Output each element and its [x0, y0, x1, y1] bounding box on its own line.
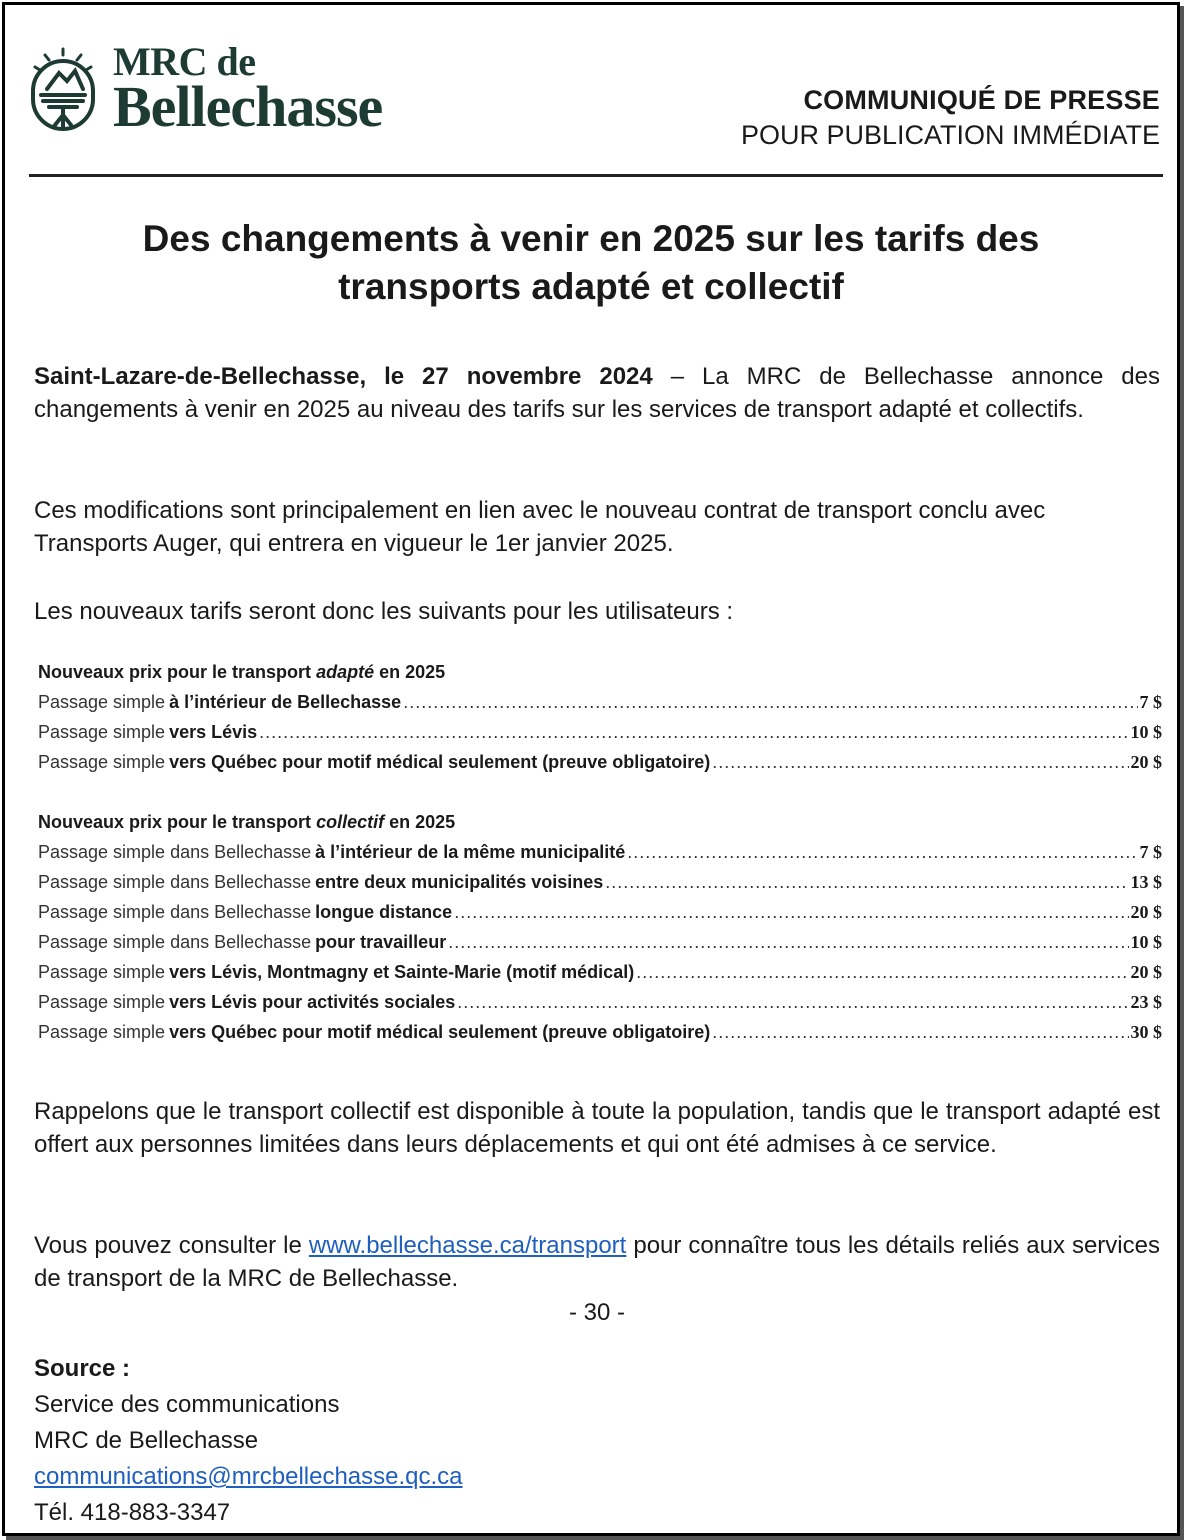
row-price: 30 $: [1130, 1022, 1162, 1042]
dateline: Saint-Lazare-de-Bellechasse, le 27 novembre 2024: [34, 363, 653, 390]
collective-row-1: [38, 842, 1162, 863]
tariffs-intro: Les nouveaux tarifs seront donc les suivants pour les utilisateurs :: [34, 598, 734, 625]
collective-row-6: [38, 992, 1162, 1013]
intro-text: – La MRC de Bellechasse annonce des changements à venir en 2025 au niveau des tarifs sur les services de transport adapté et collectifs.: [34, 363, 1161, 423]
row-price: 23 $: [1130, 992, 1162, 1012]
row-prefix: Passage simple dans Bellechasse: [38, 932, 312, 952]
row-price: 13 $: [1130, 872, 1162, 892]
row-destination: à l’intérieur de la même municipalité: [315, 842, 626, 862]
source-block: [34, 1351, 1160, 1531]
publication-label: POUR PUBLICATION IMMÉDIATE: [740, 120, 1160, 150]
row-destination: vers Lévis pour activités sociales: [169, 992, 456, 1012]
collective-section-title: Nouveaux prix pour le transport collectif en 2025: [38, 812, 456, 832]
collective-row-2: [38, 872, 1162, 893]
title-line-1: Des changements à venir en 2025 sur les tarifs des: [142, 218, 1040, 259]
intro-paragraph: [34, 360, 1160, 426]
row-prefix: Passage simple: [38, 752, 166, 772]
mrc-logo: [23, 41, 382, 137]
adapted-row-3: [38, 752, 1162, 773]
row-prefix: Passage simple: [38, 962, 166, 982]
source-department: Service des communications: [34, 1391, 340, 1418]
reminder-paragraph: Rappelons que le transport collectif est disponible à toute la population, tandis que le transport adapté est offert aux personnes limitées dans leurs déplacements et qui ont été admises à ce service.: [34, 1098, 1160, 1158]
end-mark: - 30 -: [568, 1299, 625, 1326]
row-prefix: Passage simple dans Bellechasse: [38, 902, 312, 922]
adapted-section-title: Nouveaux prix pour le transport adapté en 2025: [38, 662, 446, 682]
header-divider: [29, 174, 1163, 177]
row-prefix: Passage simple dans Bellechasse: [38, 842, 312, 862]
row-price: 7 $: [1139, 692, 1162, 712]
press-release-page: [2, 2, 1180, 1536]
source-phone: Tél. 418-883-3347: [34, 1499, 231, 1526]
logo-text-line1: MRC de: [113, 39, 256, 84]
source-label: Source :: [34, 1355, 131, 1382]
title-line-2: transports adapté et collectif: [338, 266, 844, 307]
row-prefix: Passage simple: [38, 692, 166, 712]
row-destination: à l’intérieur de Bellechasse: [169, 692, 402, 712]
adapted-row-2: [38, 722, 1162, 743]
collective-row-5: [38, 962, 1162, 983]
row-prefix: Passage simple: [38, 992, 166, 1012]
transport-website-link[interactable]: www.bellechasse.ca/transport: [308, 1232, 627, 1259]
collective-row-4: [38, 932, 1162, 953]
source-organization: MRC de Bellechasse: [34, 1427, 259, 1454]
row-prefix: Passage simple: [38, 722, 166, 742]
row-price: 7 $: [1139, 842, 1162, 862]
row-destination: longue distance: [315, 902, 453, 922]
row-price: 10 $: [1130, 722, 1162, 742]
row-destination: vers Lévis, Montmagny et Sainte-Marie (motif médical): [169, 962, 635, 982]
collective-row-3: [38, 902, 1162, 923]
source-email-link[interactable]: communications@mrcbellechasse.qc.ca: [34, 1463, 463, 1490]
row-price: 10 $: [1130, 932, 1162, 952]
row-destination: vers Québec pour motif médical seulement (preuve obligatoire): [169, 752, 711, 772]
press-release-label: COMMUNIQUÉ DE PRESSE: [803, 85, 1160, 115]
row-price: 20 $: [1130, 752, 1162, 772]
release-header: [741, 85, 1160, 151]
consult-paragraph: Vous pouvez consulter le www.bellechasse.ca/transport pour connaître tous les détails reliés aux services de transport de la MRC de Bellechasse.: [34, 1232, 1160, 1292]
row-prefix: Passage simple: [38, 1022, 166, 1042]
row-destination: vers Lévis: [169, 722, 258, 742]
logo-text-line2: Bellechasse: [113, 74, 383, 139]
mountain-sun-emblem-icon: [23, 41, 103, 137]
adapted-row-1: [38, 692, 1162, 713]
row-destination: vers Québec pour motif médical seulement (preuve obligatoire): [169, 1022, 711, 1042]
row-price: 20 $: [1130, 902, 1162, 922]
row-destination: pour travailleur: [315, 932, 447, 952]
row-destination: entre deux municipalités voisines: [315, 872, 604, 892]
document-title: [25, 215, 1157, 311]
row-price: 20 $: [1130, 962, 1162, 982]
row-prefix: Passage simple dans Bellechasse: [38, 872, 312, 892]
contract-paragraph: Ces modifications sont principalement en lien avec le nouveau contrat de transport conclu avec Transports Auger, qui entrera en vigueur le 1er janvier 2025.: [34, 497, 1046, 557]
collective-row-7: [38, 1022, 1162, 1043]
